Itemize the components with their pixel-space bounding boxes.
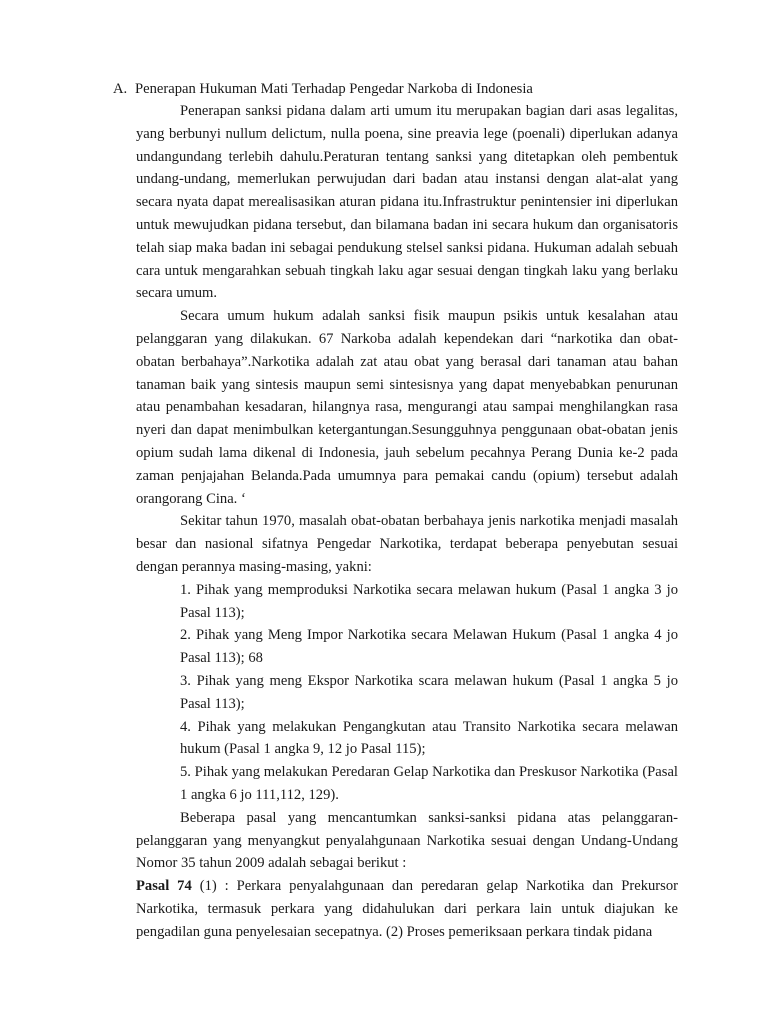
section-title: Penerapan Hukuman Mati Terhadap Pengedar Narkoba di Indonesia — [135, 81, 533, 97]
paragraph-pasal-74 — [136, 875, 678, 943]
paragraph-beberapa-pasal: Beberapa pasal yang mencantumkan sanksi-sanksi pidana atas pelanggaran-pelanggaran yang menyangkut penyalahgunaan Narkotika sesuai dengan Undang-Undang Nomor 35 tahun 2009 adalah sebagai berikut : — [136, 809, 678, 872]
list-item: 2. Pihak yang Meng Impor Narkotika secara Melawan Hukum (Pasal 1 angka 4 jo Pasal 113); 68 — [180, 627, 678, 667]
section-marker: A. — [113, 81, 128, 97]
paragraph-sanksi-pidana: Penerapan sanksi pidana dalam arti umum itu merupakan bagian dari asas legalitas, yang berbunyi nullum delictum, nulla poena, sine preavia lege (poenali) diperlukan adanya undangundang terlebih dahulu.Peraturan tentang sanksi yang ditetapkan oleh pembentuk undang-undang, memerlukan perwujudan dari badan atau instansi dengan alat-alat yang secara nyata dapat merealisasikan aturan pidana itu.Infrastruktur penintensier ini diperlukan untuk mewujudkan pidana tersebut, dan bilamana badan ini secara hukum dan organisatoris telah siap maka badan ini sebagai pendukung stelsel sanksi pidana. Hukuman adalah sebuah cara untuk mengarahkan sebuah tingkah laku agar sesuai dengan tingkah laku yang berlaku secara umum. — [136, 103, 678, 302]
pengedar-role-list — [136, 579, 678, 807]
list-item: 3. Pihak yang meng Ekspor Narkotika scara melawan hukum (Pasal 1 angka 5 jo Pasal 113); — [180, 672, 678, 712]
pasal-text: (1) : Perkara penyalahgunaan dan peredaran gelap Narkotika dan Prekursor Narkotika, termasuk perkara yang didahulukan dari perkara lain untuk diajukan ke pengadilan guna penyelesaian secepatnya. (2) Proses pemeriksaan perkara tindak pidana — [136, 878, 678, 940]
document-body — [136, 100, 678, 943]
paragraph-definisi-narkoba: Secara umum hukum adalah sanksi fisik maupun psikis untuk kesalahan atau pelanggaran yang dilakukan. 67 Narkoba adalah kependekan dari “narkotika dan obat-obatan berbahaya”.Narkotika adalah zat atau obat yang berasal dari tanaman atau bahan tanaman baik yang sintesis maupun semi sintesisnya yang dapat menyebabkan penurunan atau penambahan kesadaran, hilangnya rasa, mengurangi atau sampai menghilangkan rasa nyeri dan dapat menimbulkan ketergantungan.Sesungguhnya penggunaan obat-obatan jenis opium sudah lama dikenal di Indonesia, jauh sebelum pecahnya Perang Dunia ke-2 pada zaman penjajahan Belanda.Pada umumnya para pemakai candu (opium) tersebut adalah orangorang Cina. ‘ — [136, 308, 678, 507]
section-heading — [113, 78, 673, 101]
list-item: 5. Pihak yang melakukan Peredaran Gelap Narkotika dan Preskusor Narkotika (Pasal 1 angka 6 jo 111,112, 129). — [180, 764, 678, 803]
paragraph-tahun-1970: Sekitar tahun 1970, masalah obat-obatan berbahaya jenis narkotika menjadi masalah besar dan nasional sifatnya Pengedar Narkotika, terdapat beberapa penyebutan sesuai dengan perannya masing-masing, yakni: — [136, 513, 678, 575]
pasal-label: Pasal 74 — [136, 878, 192, 895]
list-item: 4. Pihak yang melakukan Pengangkutan atau Transito Narkotika secara melawan hukum (Pasal 1 angka 9, 12 jo Pasal 115); — [180, 718, 678, 758]
list-item: 1. Pihak yang memproduksi Narkotika secara melawan hukum (Pasal 1 angka 3 jo Pasal 113); — [180, 581, 678, 621]
